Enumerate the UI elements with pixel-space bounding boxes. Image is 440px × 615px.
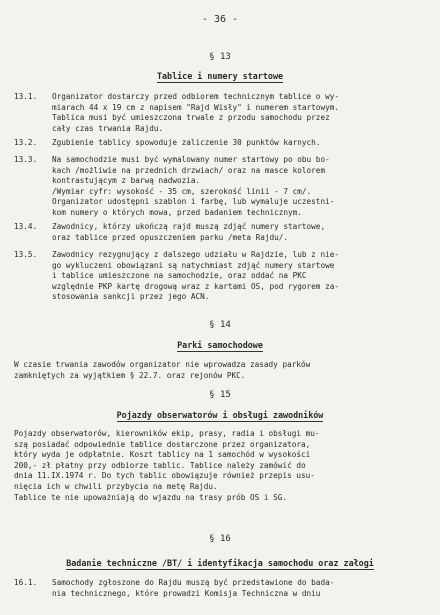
clause-16-1	[14, 578, 432, 599]
clause-13-2	[14, 138, 432, 149]
section-15-title: Pojazdy obserwatorów i obsługi zawodników	[116, 410, 324, 420]
clause-13-4	[14, 222, 432, 243]
clause-text: Zgubienie tablicy spowoduje zaliczenie 30 punktów karnych.	[52, 138, 321, 147]
clause-number: 13.1.	[14, 92, 38, 101]
clause-text: Zawodnicy, którzy ukończą rajd muszą zdjąć numery startowe, oraz tablice przed opuszczeniem parku /meta Rajdu/.	[52, 222, 326, 242]
section-14-title: Parki samochodowe	[177, 340, 263, 350]
clause-number: 13.5.	[14, 250, 38, 259]
section-14-text: W czasie trwania zawodów organizator nie wprowadza zasady parków zamkniętych za wyjątkiem § 22.7. oraz rejonów PKC.	[14, 360, 311, 380]
clause-number: 16.1.	[14, 578, 38, 587]
clause-13-1	[14, 92, 432, 134]
section-13-title: Tablice i numery startowe	[156, 71, 284, 81]
clause-13-3	[14, 155, 432, 219]
page-number: - 36 -	[201, 14, 239, 25]
clause-text: Na samochodzie musi być wymalowany numer startowy po obu bo- kach /możliwie na przednich drzwiach/ oraz na masce kolorem kontrastującym z barwą nadwozia. /Wymiar cyfr: wysokość - 35 cm, szerokość linii - 7 cm/. Organizator udostępni szablon i farbę, lub wymaluje uczestni- kom numery o których mowa, przed badaniem technicznym.	[52, 155, 335, 217]
section-15-heading: § 15	[209, 390, 231, 400]
section-16-title: Badanie techniczne /BT/ i identyfikacja samochodu oraz załogi	[66, 558, 374, 568]
clause-text: Organizator dostarczy przed odbiorem technicznym tablice o wy- miarach 44 x 19 cm z napisem "Rajd Wisły" i numerem startowym. Tablica musi być umieszczona trwale z przodu samochodu przez cały czas trwania Rajdu.	[52, 92, 339, 133]
clause-text: Zawodnicy rezygnujący z dalszego udziału w Rajdzie, lub z nie- go wykluczeni obowiązani są natychmiast zdjąć numery startowe i tablice umieszczone na samochodzie, oraz oddać na PKC względnie PKP kartę drogową wraz z kartami OS, pod rygorem za- stosowania sankcji przez jego ACN.	[52, 250, 339, 302]
section-15-text: Pojazdy obserwatorów, kierowników ekip, prasy, radia i obsługi mu- szą posiadać odpowiednie tablice dostarczone przez organizatora, który wyda je odpłatnie. Koszt tablicy na 1 samochód w wysokości 200,- zł płatny przy odbiorze tablic. Tablice należy zamówić do dnia 11.IX.1974 r. Do tych tablic obowiązuje również przepis usu- nięcia ich w chwili przybycia na metę Rajdu. Tablice te nie upoważniają do wjazdu na trasy prób OS i SG.	[14, 429, 320, 502]
clause-13-5	[14, 250, 432, 303]
clause-number: 13.2.	[14, 138, 38, 147]
section-16-heading: § 16	[209, 534, 231, 544]
clause-text: Samochody zgłoszone do Rajdu muszą być przedstawione do bada- nia technicznego, które prowadzi Komisja Techniczna w dniu	[52, 578, 335, 598]
section-13-heading: § 13	[209, 52, 231, 62]
clause-number: 13.4.	[14, 222, 38, 231]
section-14-heading: § 14	[209, 320, 231, 330]
clause-number: 13.3.	[14, 155, 38, 164]
